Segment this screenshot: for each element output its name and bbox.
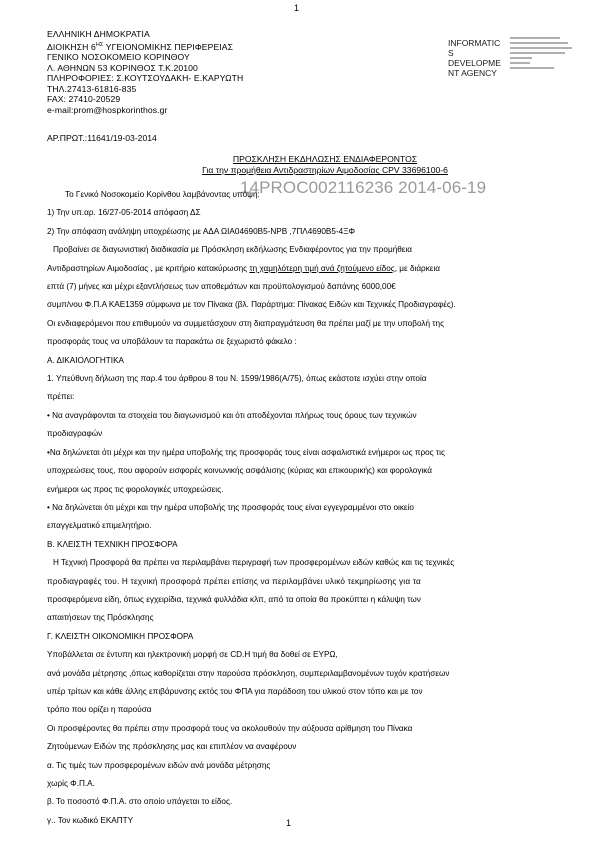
paragraph-line: Ζητούμενων Ειδών της πρόσκλησης μας και επιπλέον να αναφέρουν [47,742,297,752]
paragraph-line: 1. Υπεύθυνη δήλωση της παρ.4 του άρθρου 8 του Ν. 1599/1986(Α/75), όπως εκάστοτε ισχύει στην οποία [47,374,427,384]
paragraph-line: Η Τεχνική Προσφορά θα πρέπει να περιλαμβάνει περιγραφή των προσφερομένων ειδών καθώς και τις τεχνικές [53,558,455,568]
letterhead-line-4: Λ. ΑΘΗΝΩΝ 53 ΚΟΡΙΝΘΟΣ Τ.Κ.20100 [47,62,198,73]
document-subtitle: Για την προμήθεια Αντιδραστηρίων Αιμοδοσίας CPV 33696100-6 [202,165,448,175]
document-body [47,186,557,830]
paragraph-line: Οι ενδιαφερόμενοι που επιθυμούν να συμμετάσχουν στη διαπραγμάτευση θα πρέπει μαζί με την υποβολή της [47,318,445,328]
section-heading: Β. ΚΛΕΙΣΤΗ ΤΕΧΝΙΚΗ ΠΡΟΣΦΟΡΑ [47,539,178,549]
paragraph-line: προσφερόμενα είδη, όπως εγχειρίδια, τεχνικά φυλλάδια κλπ, από τα οποία θα προκύπτει η κάλυψη των [47,594,421,604]
award-criterion: τη χαμηλότερη τιμή ανά ζητούμενο είδος [249,263,395,273]
paragraph-line: β. Το ποσοστό Φ.Π.Α. στο οποίο υπάγεται το είδος. [47,797,233,807]
paragraph-line: Οι προσφέροντες θα πρέπει στην προσφορά τους να ακολουθούν την αύξουσα αρίθμηση του Πίνακα [47,723,413,733]
paragraph-line: πρέπει: [47,392,75,402]
paragraph-line: ενήμεροι ως προς τις φορολογικές υποχρεώσεις. [47,484,224,494]
letterhead-line-1: ΕΛΛΗΝΙΚΗ ΔΗΜΟΚΡΑΤΙΑ [47,29,150,39]
paragraph-line: επαγγελματικό επιμελητήριο. [47,521,152,531]
bullet-line: • Να δηλώνεται ότι μέχρι και την ημέρα υποβολής της προσφοράς τους είναι εγγεγραμμένοι στο οικείο [47,502,414,512]
digital-signature-stamp: INFORMATIC S DEVELOPME NT AGENCY [448,38,501,78]
paragraph-line: συμπ/νου Φ.Π.Α ΚΑΕ1359 σύμφωνα με τον Πίνακα (βλ. Παράρτημα: Πίνακας Ειδών και Τεχνικές Προδιαγραφές). [47,300,456,310]
paragraph-line: Υποβάλλεται σε έντυπη και ηλεκτρονική μορφή σε CD.Η τιμή θα δοθεί σε ΕΥΡΩ, [47,650,338,660]
section-heading: Α. ΔΙΚΑΙΟΛΟΓΗΤΙΚΑ [47,355,125,365]
paragraph-line: Αντιδραστηρίων Αιμοδοσίας , με κριτήριο κατακύρωσης τη χαμηλότερη τιμή ανά ζητούμενο είδος, με διάρκεια [47,263,441,273]
paragraph-line: επτά (7) μήνες και μέχρι εξαντλήσεως των αποθεμάτων και προϋπολογισμού δαπάνης 6000,00€ [47,282,396,292]
letterhead-line-8: e-mail:prom@hospkorinthos.gr [47,105,168,116]
page-number-bottom: 1 [286,818,292,828]
list-item: 1) Την υπ.αρ. 16/27-05-2014 απόφαση ΔΣ [47,208,201,218]
protocol-number: ΑΡ.ΠΡΩΤ.:11641/19-03-2014 [47,133,157,143]
letterhead-line-5: ΠΛΗΡΟΦΟΡΙΕΣ: Σ.ΚΟΥΤΣΟΥΔΑΚΗ- Ε.ΚΑΡΥΩΤΗ [47,73,244,84]
paragraph-line: τρόπο που ορίζει η παρούσα [47,705,152,715]
letterhead-line-2: ΔΙΟΙΚΗΣΗ $6^{H\Sigma}$ ΥΓΕΙΟΝΟΜΙΚΗΣ ΠΕΡΙΦΕΡΕΙΑΣ [47,41,234,52]
letterhead-line-3: ΓΕΝΙΚΟ ΝΟΣΟΚΟΜΕΙΟ ΚΟΡΙΝΘΟΥ [47,52,190,63]
document-title: ΠΡΟΣΚΛΗΣΗ ΕΚΔΗΛΩΣΗΣ ΕΝΔΙΑΦΕΡΟΝΤΟΣ [232,154,418,164]
letterhead-line-7: FAX: 27410-20529 [47,94,121,105]
paragraph-line: προσφοράς τους να υποβάλουν τα παρακάτω σε ξεχωριστό φάκελο : [47,337,297,347]
list-item: 2) Την απόφαση ανάληψη υποχρέωσης με ΑΔΑ ΩΙΑ04690Β5-ΝΡΒ ,7ΠΛ4690Β5-4ΞΦ [47,226,356,236]
paragraph-line: α. Τις τιμές των προσφερομένων ειδών ανά μονάδα μέτρησης [47,760,271,770]
paragraph-line: προδιαγραφών [47,429,103,439]
registry-watermark: 14PROC002116236 2014-06-19 [240,178,487,197]
page-number-top: 1 [294,3,300,13]
paragraph-line: Προβαίνει σε διαγωνιστική διαδικασία με Πρόσκληση εκδήλωσης Ενδιαφέροντος για την προμήθεια [53,245,413,255]
intro: Το Γενικό Νοσοκομείο Κορίνθου λαμβάνοντας υπόψη: [65,190,260,199]
paragraph-line: απαιτήσεων της Πρόσκλησης [47,613,154,623]
letterhead [47,29,243,116]
signature-details [510,37,572,72]
paragraph-line: προδιαγραφές του. Η τεχνική προσφορά πρέπει επίσης να περιλαμβάνει υλικό τεκμηρίωσης για τα [47,576,421,586]
bullet-line: • Να αναγράφονται τα στοιχεία του διαγωνισμού και ότι αποδέχονται πλήρως τους όρους των τεχνικών [47,410,417,420]
paragraph-line: υπέρ τρίτων και κάθε άλλης επιβάρυνσης εκτός του ΦΠΑ για παράδοση του υλικού στον τόπο και με τον [47,686,423,696]
letterhead-line-6: ΤΗΛ.27413-61816-835 [47,83,137,94]
paragraph-line: ανά μονάδα μέτρησης ,όπως καθορίζεται στην παρούσα πρόσκληση, συμπεριλαμβανομένων τυχόν κρατήσεων [47,668,450,678]
paragraph-line: γ.. Τον κωδικό ΕΚΑΠΤΥ [47,815,134,825]
paragraph-line: χωρίς Φ.Π.Α. [47,779,95,788]
paragraph-line: υποχρεώσεις τους, που αφορούν εισφορές κοινωνικής ασφάλισης (κύριας και επικουρικής) και φορολογικά [47,466,432,476]
section-heading: Γ. ΚΛΕΙΣΤΗ ΟΙΚΟΝΟΜΙΚΗ ΠΡΟΣΦΟΡΑ [47,631,194,641]
bullet-line: •Να δηλώνεται ότι μέχρι και την ημέρα υποβολής της προσφοράς τους είναι ασφαλιστικά ενήμεροι ως προς τις [47,447,445,457]
